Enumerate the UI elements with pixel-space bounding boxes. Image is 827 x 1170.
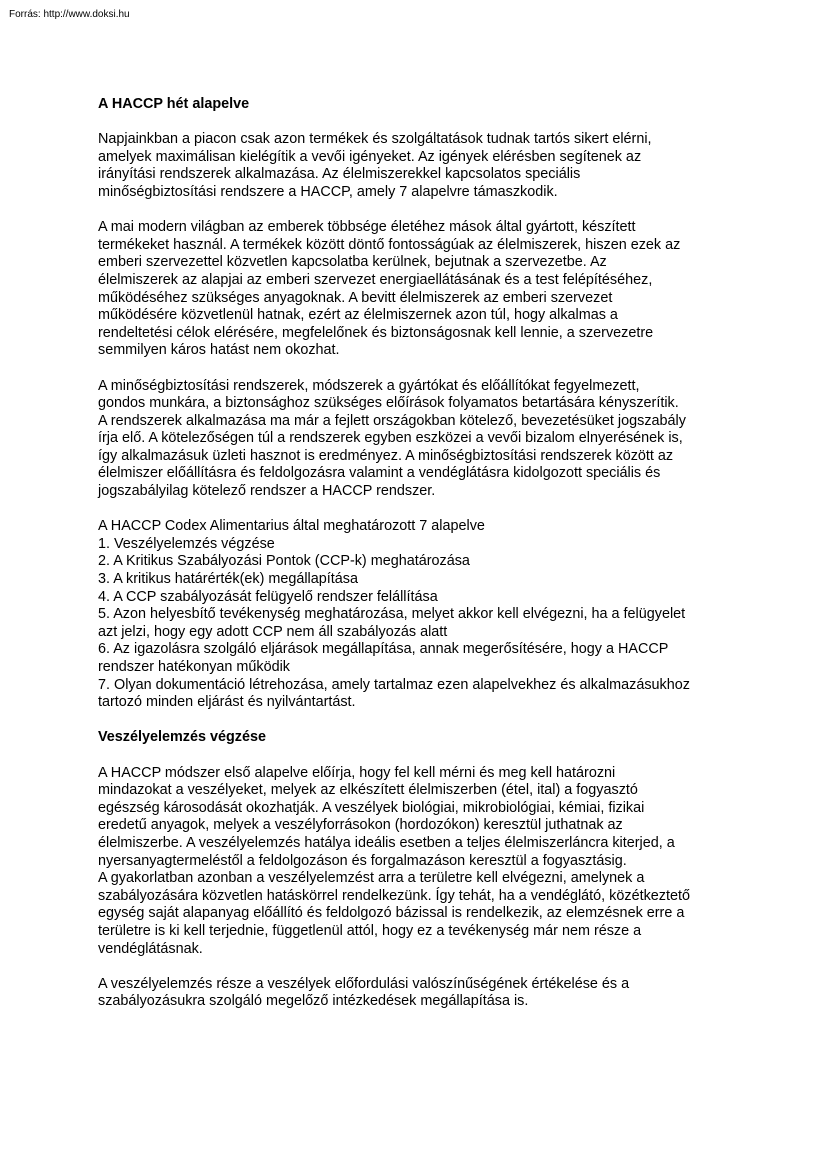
text-line: emberi szervezettel közvetlen kapcsolatba kerülnek, bejutnak a szervezetbe. Az	[98, 254, 607, 271]
list-item: tartozó minden eljárást és nyilvántartást.	[98, 694, 356, 711]
paragraph-modern-world	[98, 219, 738, 360]
list-item: 2. A Kritikus Szabályozási Pontok (CCP-k) meghatározása	[98, 553, 470, 570]
text-line: A mai modern világban az emberek többsége életéhez mások által gyártott, készített	[98, 219, 636, 236]
list-item: rendszer hatékonyan működik	[98, 659, 290, 675]
list-item: 6. Az igazolásra szolgáló eljárások megállapítása, annak megerősítésére, hogy a HACCP	[98, 641, 669, 658]
list-item: azt jelzi, hogy egy adott CCP nem áll szabályozás alatt	[98, 623, 448, 640]
text-line: élelmiszerek az alapjai az emberi szervezet energiaellátásának és a test felépítéséhez,	[98, 271, 653, 288]
list-item: 1. Veszélyelemzés végzése	[98, 535, 275, 552]
text-line: A HACCP módszer első alapelve előírja, hogy fel kell mérni és meg kell határozni	[98, 764, 616, 781]
paragraph-intro	[98, 131, 738, 201]
text-line: A veszélyelemzés része a veszélyek előfordulási valószínűségének értékelése és a	[98, 975, 630, 992]
text-line: működéséhez szükséges anyagoknak. A bevitt élelmiszerek az emberi szervezet	[98, 289, 613, 306]
document-title: A HACCP hét alapelve	[98, 96, 250, 112]
text-line: élelmiszerbe. A veszélyelemzés hatálya ideális esetben a teljes élelmiszerláncra kiterjed, a	[98, 834, 675, 851]
text-line: irányítási rendszerek alkalmazása. Az élelmiszerekkel kapcsolatos speciális	[98, 166, 581, 183]
text-line: területre is ki kell terjednie, függetlenül attól, hogy ez a tevékenység már nem része a	[98, 922, 642, 939]
text-line: jogszabályilag kötelező rendszer a HACCP rendszer.	[98, 483, 436, 500]
text-line: rendeltetési célok elérésére, megfelelőnek és biztonságosnak kell lennie, a szervezetre	[98, 324, 654, 341]
paragraph-quality-systems	[98, 378, 738, 501]
text-line: minőségbiztosítási rendszere a HACCP, amely 7 alapelvre támaszkodik.	[98, 183, 558, 200]
text-line: így alkalmazásuk üzleti hasznot is eredményez. A minőségbiztosítási rendszerek között az	[98, 447, 674, 464]
text-line: egészség károsodását okozhatják. A veszélyek biológiai, mikrobiológiai, kémiai, fizikai	[98, 799, 645, 816]
text-line: A gyakorlatban azonban a veszélyelemzést arra a területre kell elvégezni, amelynek a	[98, 870, 645, 887]
text-line: egység saját alapanyag előállító és feldolgozó bázissal is rendelkezik, az elemzésnek erre a	[98, 905, 685, 922]
paragraph-hazard-analysis	[98, 765, 738, 959]
text-line: mindazokat a veszélyeket, melyek az elkészített élelmiszerben (étel, ital) a fogyasztó	[98, 782, 638, 799]
list-item: 3. A kritikus határérték(ek) megállapítása	[98, 571, 358, 588]
list-item: 7. Olyan dokumentáció létrehozása, amely tartalmaz ezen alapelvekhez és alkalmazásukhoz	[98, 676, 690, 693]
text-line: gondos munkára, a biztonsághoz szükséges előírások folyamatos betartására kényszerítik.	[98, 395, 679, 412]
text-line: élelmiszer előállításra és feldolgozásra valamint a vendéglátásra kidolgozott speciális és	[98, 465, 661, 482]
text-line: A minőségbiztosítási rendszerek, módszerek a gyártókat és előállítókat fegyelmezett,	[98, 377, 640, 394]
text-line: írja elő. A kötelezőségen túl a rendszerek egyben eszközei a vevői bizalom elnyerésének is,	[98, 430, 683, 447]
paragraph-probability	[98, 976, 738, 1011]
principles-list	[98, 518, 738, 712]
text-line: szabályozására közvetlen hatáskörrel rendelkezünk. Így tehát, ha a vendéglátó, közétkeztető	[98, 887, 690, 904]
text-line: semmilyen káros hatást nem okozhat.	[98, 342, 340, 359]
text-line: Napjainkban a piacon csak azon termékek és szolgáltatások tudnak tartós sikert elérni,	[98, 131, 652, 148]
text-line: nyersanyagtermeléstől a feldolgozáson és forgalmazáson keresztül a fogyasztásig.	[98, 852, 627, 869]
document-body	[98, 96, 738, 1028]
text-line: szabályozásukra szolgáló megelőző intézkedések megállapítása is.	[98, 993, 529, 1010]
text-line: termékeket használ. A termékek között döntő fontosságúak az élelmiszerek, hiszen ezek az	[98, 236, 681, 253]
principles-intro: A HACCP Codex Alimentarius által meghatározott 7 alapelve	[98, 518, 485, 535]
text-line: A rendszerek alkalmazása ma már a fejlett országokban kötelező, bevezetésüket jogszabály	[98, 412, 686, 429]
text-line: eredetű anyagok, melyek a veszélyforrásokon (hordozókon) keresztül juthatnak az	[98, 817, 623, 834]
text-line: működésére közvetlenül hatnak, ezért az élelmiszernek azon túl, hogy alkalmas a	[98, 307, 618, 324]
section-title: Veszélyelemzés végzése	[98, 729, 267, 746]
source-header: Forrás: http://www.doksi.hu	[9, 9, 130, 20]
list-item: 5. Azon helyesbítő tevékenység meghatározása, melyet akkor kell elvégezni, ha a felügyelet	[98, 606, 686, 623]
text-line: vendéglátásnak.	[98, 940, 203, 957]
list-item: 4. A CCP szabályozását felügyelő rendszer felállítása	[98, 588, 438, 605]
text-line: amelyek maximálisan kielégítik a vevői igényeket. Az igények elérésben segítenek az	[98, 148, 642, 165]
